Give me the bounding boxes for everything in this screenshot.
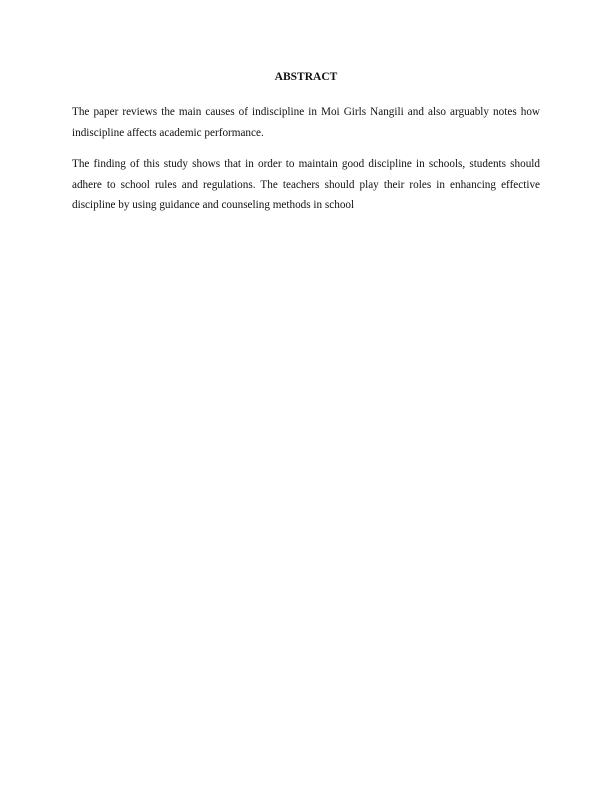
abstract-heading: ABSTRACT xyxy=(274,71,338,83)
abstract-paragraph-2: The finding of this study shows that in order to maintain good discipline in schools, students should adhere to school rules and regulations. The teachers should play their roles in enhancing effective discipline by using guidance and counseling methods in school xyxy=(72,158,540,211)
abstract-paragraph-1: The paper reviews the main causes of indiscipline in Moi Girls Nangili and also arguably notes how indiscipline affects academic performance. xyxy=(72,106,540,139)
